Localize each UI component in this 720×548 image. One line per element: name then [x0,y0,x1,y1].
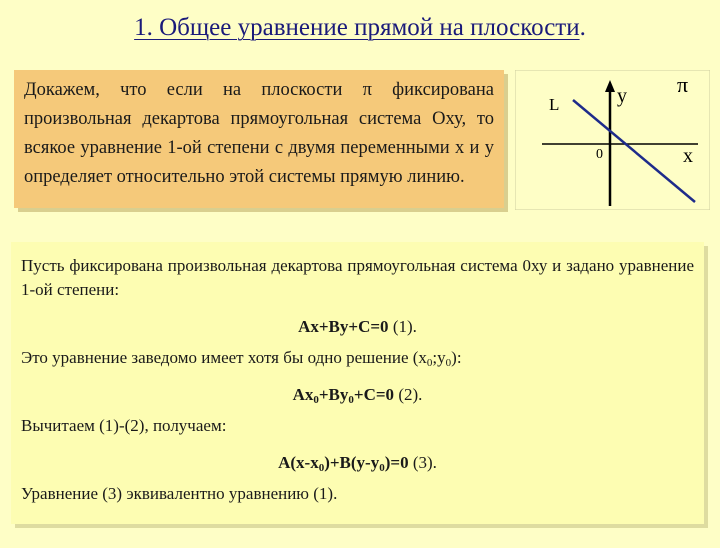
origin-label: 0 [596,147,603,162]
paragraph-3: Вычитаем (1)-(2), получаем: [21,416,227,435]
equation-3-sub1: 0 [318,462,325,474]
paragraph-2-sub2: 0 [445,357,452,369]
paragraph-2-a: Это уравнение заведомо имеет хотя бы одно решение (x [21,348,427,367]
equation-2-main [293,385,394,404]
equation-3-c: )=0 [384,453,409,472]
equation-3-b: )+B(y-y [324,453,380,472]
equation-2 [21,382,694,408]
slide-title-text: 1. Общее уравнение прямой на плоскости [134,14,580,41]
line-label: L [549,95,560,114]
paragraph-2-sub1: 0 [426,357,433,369]
equation-2-c: +C=0 [353,385,395,404]
equation-3-main [278,453,408,472]
equation-3-a: A(x-x [278,453,319,472]
paragraph-4: Уравнение (3) эквивалентно уравнению (1). [21,484,338,503]
y-axis-label: у [617,85,627,107]
equation-3-sub2: 0 [379,462,385,474]
paragraph-2-b: ;y [432,348,446,367]
intro-text: Докажем, что если на плоскости π фиксирована произвольная декартова прямоугольная система Оху, то всякое уравнение 1-ой степени с двумя переменными х и у определяет относительно этой системы прямую линию. [24,80,494,187]
plane-label: π [677,72,689,97]
paragraph-2-c: ): [451,348,462,367]
equation-2-number: (2). [394,385,423,404]
intro-box [14,70,504,208]
equation-1-number: (1). [388,317,417,336]
paragraph-2 [21,346,694,370]
paragraph-1: Пусть фиксирована произвольная декартова прямоугольная система 0ху и задано уравнение 1-ой степени: [21,256,694,299]
equation-1 [21,314,694,340]
equation-2-sub1: 0 [313,394,319,406]
slide-title-dot: . [579,14,586,41]
equation-3-number: (3). [408,453,437,472]
equation-2-b: +By [318,385,349,404]
coordinate-graph [515,70,710,210]
slide-title [0,14,720,42]
equation-3 [21,450,694,476]
derivation-box [11,242,704,524]
x-axis-label: х [683,145,693,167]
equation-1-main: Ax+By+C=0 [298,317,389,336]
equation-2-sub2: 0 [348,394,354,406]
equation-2-a: Ax [292,385,314,404]
